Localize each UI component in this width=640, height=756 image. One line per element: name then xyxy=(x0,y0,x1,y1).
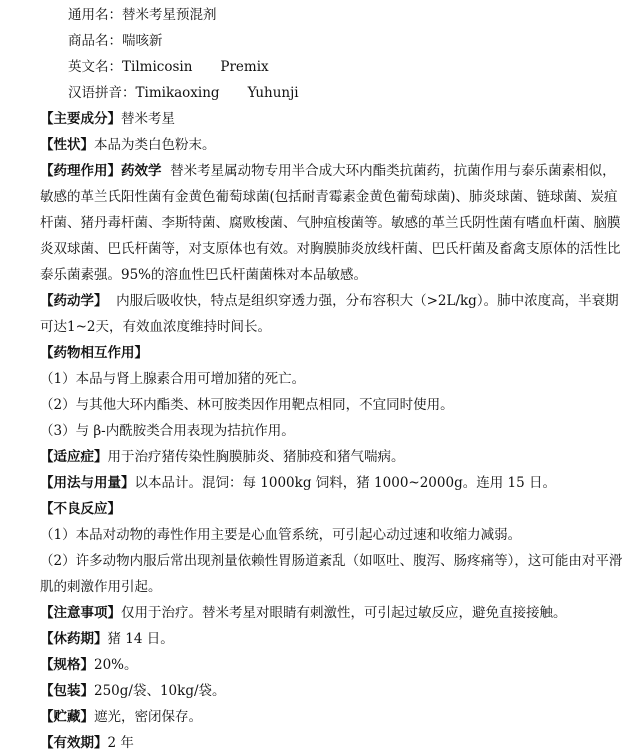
dosage-heading: 【用法与用量】 xyxy=(40,475,135,491)
property-text: 本品为类白色粉末。 xyxy=(94,137,216,153)
dosage-text: 以本品计。混饲：每 1000kg 饲料，猪 1000~2000g。连用 15 日。 xyxy=(134,475,556,491)
property-heading: 【性状】 xyxy=(40,137,94,153)
interaction-item: （1）本品与肾上腺素合用可增加猪的死亡。 xyxy=(40,371,306,387)
pharmacology-subheading: 药效学 xyxy=(121,163,162,179)
kinetics-section xyxy=(40,288,628,340)
generic-name-label: 通用名： xyxy=(68,7,122,23)
withdrawal-text: 猪 14 日。 xyxy=(107,631,174,647)
ingredient-section xyxy=(40,106,628,132)
pinyin-label: 汉语拼音： xyxy=(68,85,136,101)
pinyin-value-2: Yuhunji xyxy=(247,85,299,101)
interaction-heading-line xyxy=(40,340,628,366)
package-text: 250g/袋、10kg/袋。 xyxy=(94,683,226,699)
adverse-heading: 【不良反应】 xyxy=(40,501,121,517)
english-name-line xyxy=(40,54,628,80)
pharmacology-section xyxy=(40,158,628,288)
trade-name-value: 喘咳新 xyxy=(122,33,163,49)
ingredient-heading: 【主要成分】 xyxy=(40,111,121,127)
validity-text: 2 年 xyxy=(107,735,134,751)
kinetics-text: 内服后吸收快，特点是组织穿透力强，分布容积大（>2L/kg）。肺中浓度高，半衰期可达1~2天，有效血浓度维持时间长。 xyxy=(40,293,619,335)
pinyin-value-1: Timikaoxing xyxy=(135,85,220,101)
property-section xyxy=(40,132,628,158)
interaction-item: （2）与其他大环内酯类、林可胺类因作用靶点相同，不宜同时使用。 xyxy=(40,397,454,413)
pinyin-line xyxy=(40,80,628,106)
indication-text: 用于治疗猪传染性胸膜肺炎、猪肺疫和猪气喘病。 xyxy=(107,449,405,465)
adverse-item: （2）许多动物内服后常出现剂量依赖性胃肠道紊乱（如呕吐、腹泻、肠疼痛等），这可能由对平滑肌的刺激作用引起。 xyxy=(40,553,623,595)
package-section xyxy=(40,678,628,704)
storage-heading: 【贮藏】 xyxy=(40,709,94,725)
spec-heading: 【规格】 xyxy=(40,657,94,673)
spec-section xyxy=(40,652,628,678)
pharmacology-text: 替米考星属动物专用半合成大环内酯类抗菌药，抗菌作用与泰乐菌素相似，敏感的革兰氏阳性菌有金黄色葡萄球菌(包括耐青霉素金黄色葡萄球菌)、肺炎球菌、链球菌、炭疽杆菌、猪丹毒杆菌、李斯特菌、腐败梭菌、气肿疽梭菌等。敏感的革兰氏阴性菌有嗜血杆菌、脑膜炎双球菌、巴氏杆菌等，对支原体也有效。对胸膜肺炎放线杆菌、巴氏杆菌及畜禽支原体的活性比泰乐菌素强。95%的溶血性巴氏杆菌菌株对本品敏感。 xyxy=(40,163,621,283)
ingredient-text: 替米考星 xyxy=(121,111,175,127)
withdrawal-heading: 【休药期】 xyxy=(40,631,108,647)
generic-name-value: 替米考星预混剂 xyxy=(122,7,217,23)
kinetics-heading: 【药动学】 xyxy=(40,293,108,309)
adverse-item: （1）本品对动物的毒性作用主要是心血管系统，可引起心动过速和收缩力减弱。 xyxy=(40,527,522,543)
indication-heading: 【适应症】 xyxy=(40,449,108,465)
pharmacology-heading: 【药理作用】 xyxy=(40,163,121,179)
storage-text: 遮光，密闭保存。 xyxy=(94,709,202,725)
interaction-item: （3）与 β-内酰胺类合用表现为拮抗作用。 xyxy=(40,423,295,439)
english-name-value-2: Premix xyxy=(220,59,269,75)
indication-section xyxy=(40,444,628,470)
adverse-heading-line xyxy=(40,496,628,522)
trade-name-label: 商品名： xyxy=(68,33,122,49)
english-name-label: 英文名： xyxy=(68,59,122,75)
withdrawal-section xyxy=(40,626,628,652)
caution-text: 仅用于治疗。替米考星对眼睛有刺激性，可引起过敏反应，避免直接接触。 xyxy=(121,605,567,621)
english-name-value-1: Tilmicosin xyxy=(122,59,193,75)
trade-name-line xyxy=(40,28,628,54)
interaction-heading: 【药物相互作用】 xyxy=(40,345,148,361)
caution-section xyxy=(40,600,628,626)
dosage-section xyxy=(40,470,628,496)
storage-section xyxy=(40,704,628,730)
generic-name-line xyxy=(40,2,628,28)
validity-section xyxy=(40,730,628,756)
spec-text: 20%。 xyxy=(94,657,138,673)
caution-heading: 【注意事项】 xyxy=(40,605,121,621)
validity-heading: 【有效期】 xyxy=(40,735,108,751)
package-heading: 【包装】 xyxy=(40,683,94,699)
